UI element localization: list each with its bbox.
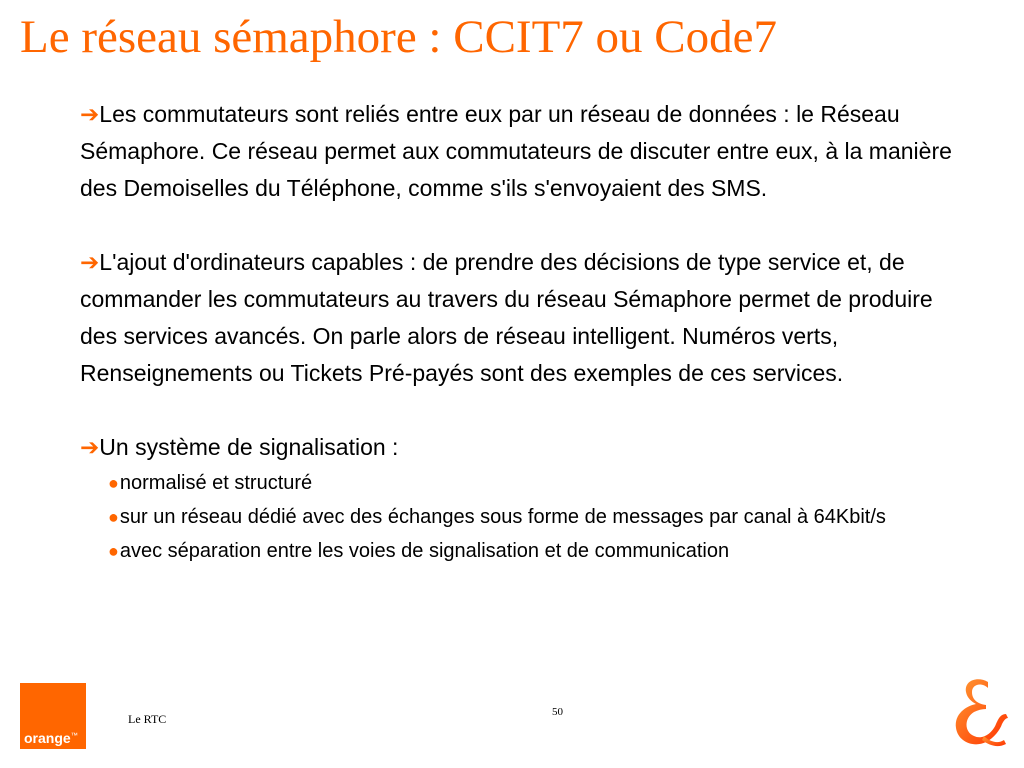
sub-bullet-item [108,468,960,498]
bullet-item [80,429,960,466]
arrow-right-icon: ➔ [80,101,100,127]
sub-bullet-text: normalisé et structuré [119,472,313,494]
logo-text: orange™ [24,730,78,746]
sub-bullet-item [108,536,960,566]
page-number: 50 [552,706,563,718]
sub-bullet-text: avec séparation entre les voies de signalisation et de communication [119,540,730,562]
dot-icon: ● [108,507,119,527]
bullet-item [80,244,960,392]
footer-label: Le RTC [128,712,167,726]
arrow-right-icon: ➔ [80,249,100,275]
slide-body [80,96,960,570]
dot-icon: ● [108,541,119,561]
dot-icon: ● [108,473,119,493]
sub-bullet-text: sur un réseau dédié avec des échanges sous forme de messages par canal à 64Kbit/s [119,506,886,528]
bullet-text: Les commutateurs sont reliés entre eux par un réseau de données : le Réseau Sémaphore. Ce réseau permet aux commutateurs de discuter entre eux, à la manière des Demoiselles du Téléphone, comme s'ils s'envoyaient des SMS. [80,101,952,201]
bullet-item [80,96,960,207]
orange-logo [20,683,86,749]
sub-bullet-item [108,502,960,532]
bullet-text: Un système de signalisation : [99,434,399,460]
arrow-right-icon: ➔ [80,434,100,460]
slide-title: Le réseau sémaphore : CCIT7 ou Code7 [20,11,778,63]
bullet-text: L'ajout d'ordinateurs capables : de prendre des décisions de type service et, de commander les commutateurs au travers du réseau Sémaphore permet de produire des services avancés. On parle alors de réseau intelligent. Numéros verts, Renseignements ou Tickets Pré-payés sont des exemples de ces services. [80,249,933,386]
ampersand-icon [948,676,1008,752]
